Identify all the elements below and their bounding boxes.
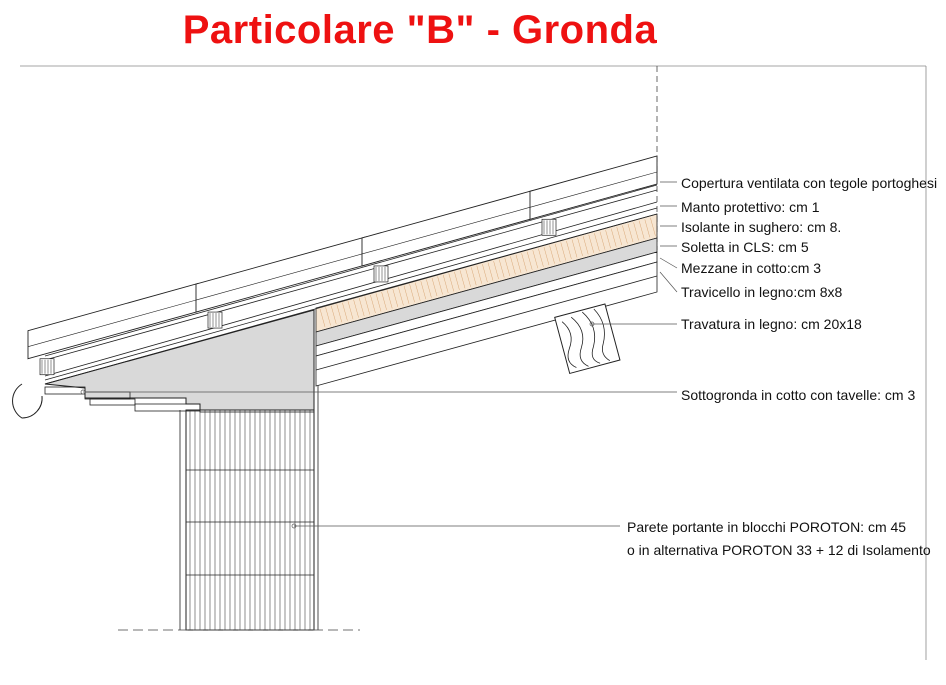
label-parete-1: Parete portante in blocchi POROTON: cm 45 [627,519,907,535]
label-parete-2: o in alternativa POROTON 33 + 12 di Isolamento [627,542,931,558]
label-isolante: Isolante in sughero: cm 8. [681,219,842,235]
label-copertura: Copertura ventilata con tegole portoghesi [681,175,938,191]
label-manto: Manto protettivo: cm 1 [681,199,820,215]
label-travatura: Travatura in legno: cm 20x18 [681,316,862,332]
label-soletta: Soletta in CLS: cm 5 [681,239,809,255]
label-sottogronda: Sottogronda in cotto con tavelle: cm 3 [681,387,916,403]
label-mezzane: Mezzane in cotto:cm 3 [681,260,822,276]
timber-beam [555,304,620,373]
gutter [13,384,43,418]
label-travicello: Travicello in legno:cm 8x8 [681,284,843,300]
drawing-title: Particolare "B" - Gronda [182,8,658,52]
